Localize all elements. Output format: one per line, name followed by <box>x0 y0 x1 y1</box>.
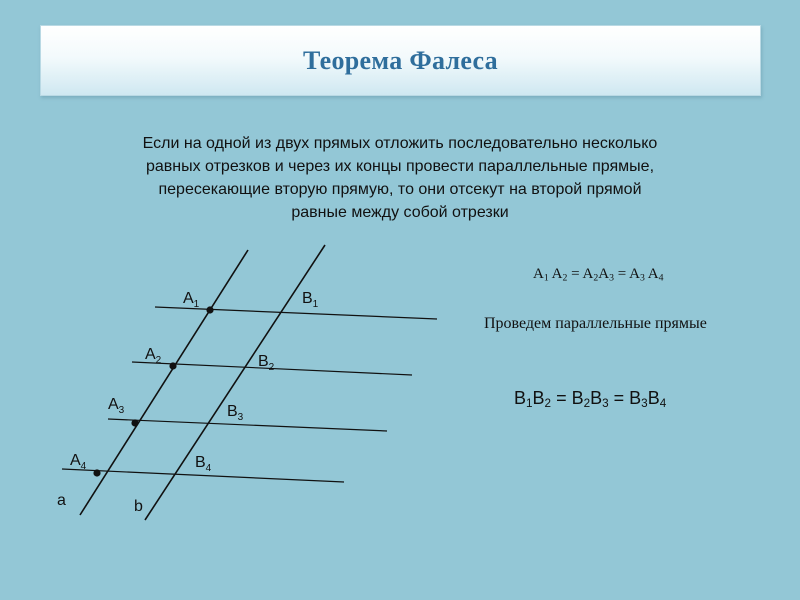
theorem-line: равных отрезков и через их концы провести параллельные прямые, <box>145 158 655 175</box>
theorem-line: пересекающие вторую прямую, то они отсекут на второй прямой <box>158 181 642 198</box>
page-title: Теорема Фалеса <box>303 45 498 75</box>
point-a4 <box>93 469 100 476</box>
equality-b-segments: $B_1B_2 = B_2B_3 = B_3B_4$ <box>514 388 667 410</box>
label-b1: $B_1$ <box>302 290 319 310</box>
parallel-line-3 <box>108 419 387 431</box>
theorem-line: равные между собой отрезки <box>291 204 509 221</box>
equality-a-segments: $A_1$ $A_2 = A_2A_3 = A_3$ $A_4$ <box>533 266 664 284</box>
label-line-b: b <box>134 498 143 515</box>
theorem-line: Если на одной из двух прямых отложить последовательно несколько <box>142 135 658 152</box>
point-a2 <box>169 362 176 369</box>
label-a4: $A_4$ <box>70 452 87 472</box>
line-b <box>145 245 325 520</box>
point-a1 <box>206 306 213 313</box>
label-a3: $A_3$ <box>108 396 125 416</box>
point-a3 <box>131 419 138 426</box>
label-a2: $A_2$ <box>145 346 162 366</box>
label-a1: $A_1$ <box>183 290 200 310</box>
label-b3: $B_3$ <box>227 403 244 423</box>
line-a <box>80 250 248 515</box>
label-line-a: a <box>57 492 66 509</box>
label-b4: $B_4$ <box>195 454 212 474</box>
parallel-lines-note: Проведем параллельные прямые <box>484 315 707 332</box>
label-b2: $B_2$ <box>258 353 275 373</box>
